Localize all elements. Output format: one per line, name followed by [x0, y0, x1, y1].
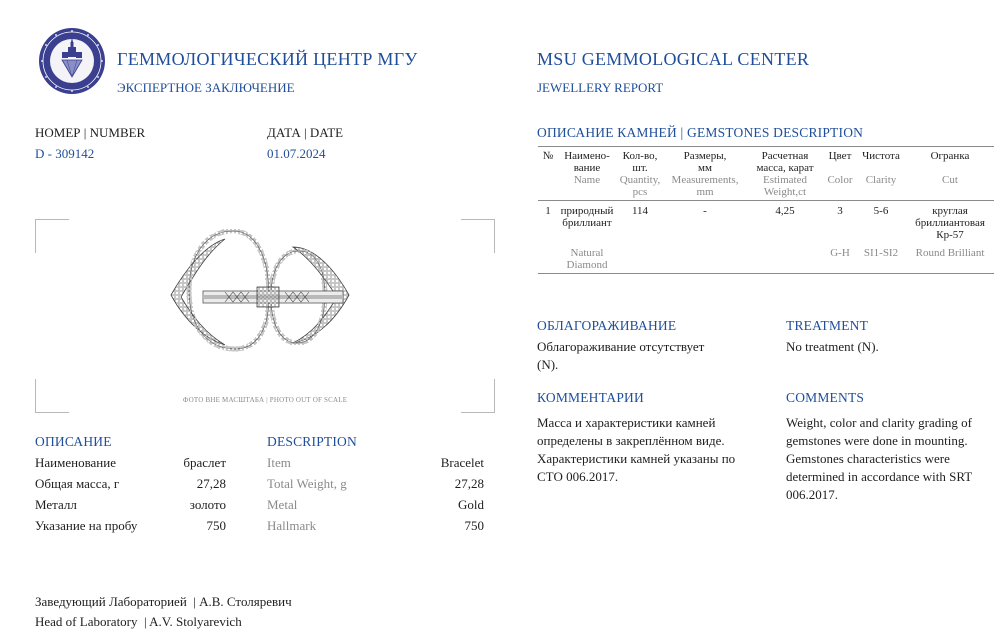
gemstones-cell-ru-cut: круглая бриллиантовая Кр-57	[906, 201, 994, 248]
description-label-hallmark-ru: Указание на пробу	[35, 518, 138, 533]
gemstones-cell-en-quantity	[616, 247, 664, 274]
photo-frame-corner	[461, 219, 495, 253]
gemstones-header-en-weight: Estimated Weight,ct	[763, 174, 807, 198]
signature-line-ru: Заведующий Лабораторией | А.В. Столяревич	[35, 594, 292, 609]
treatment-title-en: TREATMENT	[786, 318, 869, 333]
gemstones-cell-ru-measurements: -	[664, 201, 746, 248]
gemstones-cell-ru-weight: 4,25	[746, 201, 824, 248]
description-label-metal-en: Metal	[267, 497, 298, 512]
description-label-metal-ru: Металл	[35, 497, 77, 512]
gemstones-header-en-name: Name	[573, 174, 601, 186]
gemstones-header-ru-weight: Расчетная масса, карат	[746, 147, 824, 175]
gemstones-header-ru-measurements: Размеры, мм	[664, 147, 746, 175]
gemstones-cell-en-measurements	[664, 247, 746, 274]
number-label: НОМЕР | NUMBER	[35, 125, 146, 140]
gemstones-cell-ru-color: 3	[824, 201, 856, 248]
description-label-item-ru: Наименование	[35, 455, 116, 470]
description-label-item-en: Item	[267, 455, 291, 470]
number-value: D - 309142	[35, 146, 95, 161]
description-value-weight-en: 27,28	[454, 476, 484, 491]
comments-text-en: Weight, color and clarity grading of gemstones were done in mounting. Gemstones characteristics were determined in accordance with SRT 006.2017.	[786, 415, 972, 502]
description-value-metal-ru: золото	[189, 497, 226, 512]
subtitle-ru: ЭКСПЕРТНОЕ ЗАКЛЮЧЕНИЕ	[117, 80, 295, 95]
bracelet-photo	[165, 225, 355, 353]
description-label-weight-en: Total Weight, g	[267, 476, 347, 491]
description-value-metal-en: Gold	[458, 497, 484, 512]
gemstones-header-en-row	[538, 174, 994, 201]
gemstones-cell-en-color: G-H	[824, 247, 856, 274]
gemstones-header-en-clarity: Clarity	[865, 174, 897, 186]
description-title-en: DESCRIPTION	[267, 434, 357, 449]
gemstones-cell-en-clarity: SI1-SI2	[856, 247, 906, 274]
gemstones-table	[538, 146, 994, 274]
gemstones-header-ru-clarity: Чистота	[856, 147, 906, 175]
gemstones-title: ОПИСАНИЕ КАМНЕЙ | GEMSTONES DESCRIPTION	[537, 125, 864, 140]
gemstones-header-ru-no: №	[538, 147, 558, 175]
gemstones-cell-en-cut: Round Brilliant	[906, 247, 994, 274]
date-value: 01.07.2024	[267, 146, 326, 161]
comments-text-ru: Масса и характеристики камней определены в закреплённом виде. Характеристики камней указаны по СТО 006.2017.	[537, 415, 736, 484]
signature-line-en: Head of Laboratory | A.V. Stolyarevich	[35, 614, 242, 629]
subtitle-en: JEWELLERY REPORT	[537, 80, 664, 95]
description-value-hallmark-ru: 750	[206, 518, 226, 533]
gemstones-header-ru-quantity: Кол-во, шт.	[616, 147, 664, 175]
gemstones-cell-ru-quantity: 114	[616, 201, 664, 248]
description-value-weight-ru: 27,28	[196, 476, 226, 491]
photo-note: ФОТО ВНЕ МАСШТАБА | PHOTO OUT OF SCALE	[182, 396, 348, 404]
comments-title-ru: КОММЕНТАРИИ	[537, 390, 644, 405]
treatment-text-en: No treatment (N).	[786, 339, 879, 354]
gemstones-header-en-color: Color	[827, 174, 853, 186]
date-label: ДАТА | DATE	[267, 125, 344, 140]
description-label-weight-ru: Общая масса, г	[35, 476, 120, 491]
treatment-text-ru: Облагораживание отсутствует (N).	[537, 339, 705, 372]
gemstones-cell-ru-clarity: 5-6	[856, 201, 906, 248]
gemstones-cell-ru-row	[538, 201, 994, 248]
description-title-ru: ОПИСАНИЕ	[35, 434, 112, 449]
gemstones-cell-en-weight	[746, 247, 824, 274]
gemstones-header-ru-name: Наимено- вание	[558, 147, 616, 175]
msu-gemmological-center-logo	[38, 27, 106, 95]
description-value-item-ru: браслет	[183, 455, 226, 470]
description-label-hallmark-en: Hallmark	[267, 518, 317, 533]
gemstones-header-ru-row	[538, 147, 994, 175]
gemstones-header-en-no	[538, 174, 558, 201]
gemstones-cell-en-row	[538, 247, 994, 274]
gemstones-header-ru-color: Цвет	[824, 147, 856, 175]
comments-title-en: COMMENTS	[786, 390, 865, 405]
gemstones-cell-ru-no: 1	[538, 201, 558, 248]
gemstones-cell-ru-name: природный бриллиант	[558, 201, 616, 248]
description-value-hallmark-en: 750	[464, 518, 484, 533]
gemstones-cell-en-name: Natural Diamond	[558, 247, 616, 274]
gemstones-header-en-quantity: Quantity, pcs	[619, 174, 661, 198]
gemstones-header-ru-cut: Огранка	[906, 147, 994, 175]
title-ru: ГЕММОЛОГИЧЕСКИЙ ЦЕНТР МГУ	[117, 49, 418, 69]
gemstones-header-en-cut: Cut	[942, 174, 958, 186]
photo-frame-corner	[35, 219, 69, 253]
title-en: MSU GEMMOLOGICAL CENTER	[537, 49, 810, 69]
gemstones-cell-en-no	[538, 247, 558, 274]
gemstones-header-en-measurements: Measurements, mm	[671, 174, 739, 198]
description-value-item-en: Bracelet	[440, 455, 484, 470]
treatment-title-ru: ОБЛАГОРАЖИВАНИЕ	[537, 318, 677, 333]
